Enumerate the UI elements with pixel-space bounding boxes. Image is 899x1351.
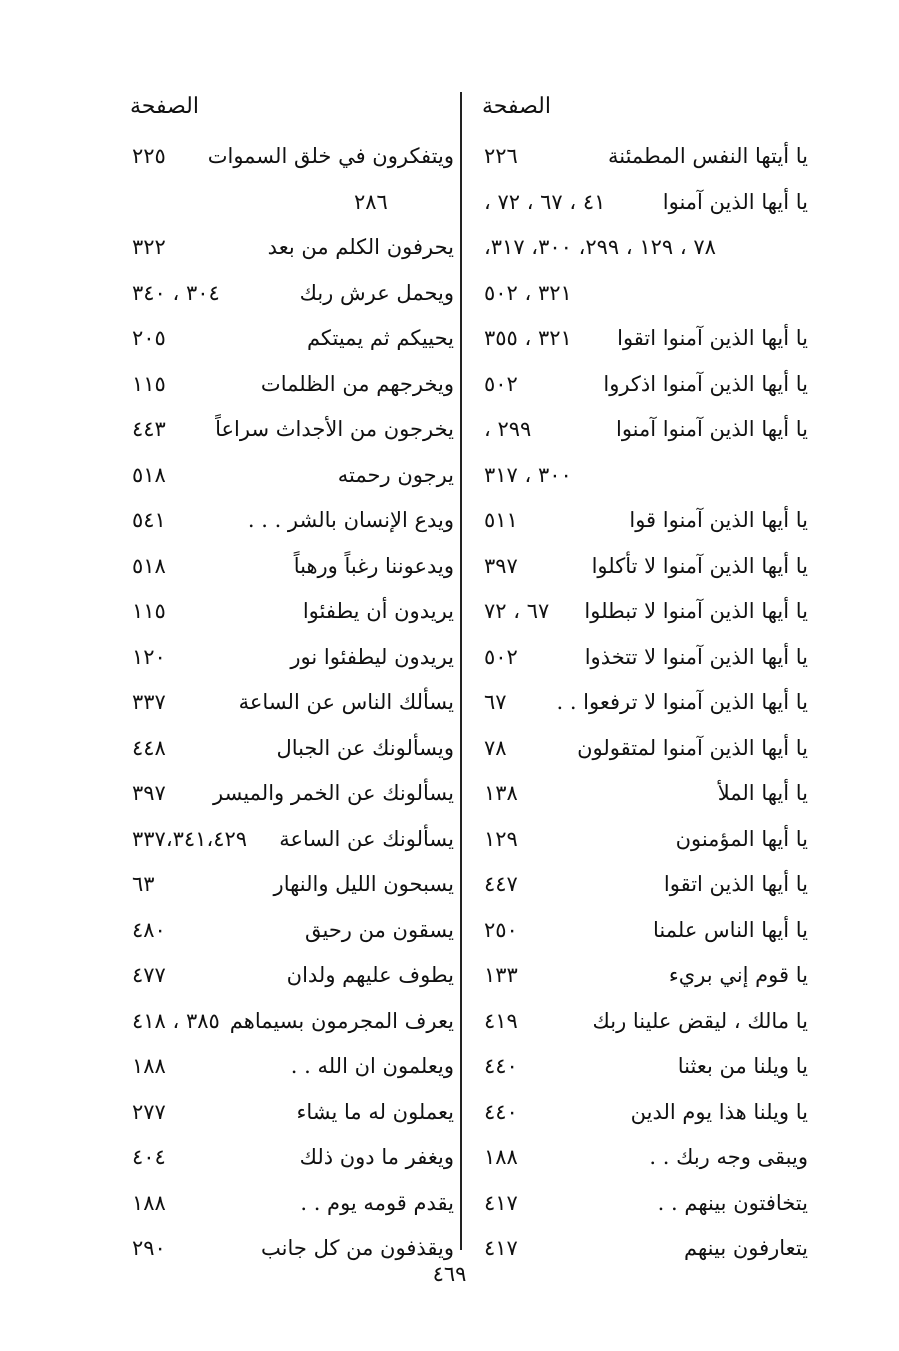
entry-page: ٣٠٤ ، ٣٤٠ — [132, 280, 220, 305]
entry-page: ٢٥٠ — [484, 917, 518, 942]
index-entry — [124, 635, 454, 681]
entry-text: يا أيها الذين آمنوا قوا — [629, 508, 808, 532]
entry-text: يا أيها الذين آمنوا اذكروا — [603, 371, 808, 396]
entry-text: يخرجون من الأجداث سراعاً — [215, 417, 454, 441]
index-entry — [124, 771, 454, 817]
entry-text: يا أيها الذين آمنوا اتقوا — [617, 326, 808, 350]
index-entry — [124, 680, 454, 726]
entry-page: ٣٩٧ — [484, 553, 518, 578]
entry-text: ويتفكرون في خلق السموات — [207, 144, 454, 168]
entry-text: يا أيها الذين آمنوا آمنوا — [616, 417, 808, 441]
entry-page: ٥١٨ — [132, 553, 166, 578]
index-entry — [478, 589, 808, 635]
entry-text: يا أيها المؤمنون — [675, 826, 808, 851]
index-entry — [124, 453, 454, 499]
entry-page: ٣٢٢ — [132, 235, 166, 259]
entry-page: ١٨٨ — [484, 1145, 518, 1169]
entry-text: يا أيها الذين اتقوا — [663, 872, 808, 896]
entry-page: ٤٠٤ — [132, 1145, 166, 1169]
entry-page: ٢٧٧ — [132, 1099, 166, 1124]
entry-page: ٦٧ ، ٧٢ — [484, 599, 550, 623]
index-entry — [124, 407, 454, 453]
entry-text: ويخرجهم من الظلمات — [260, 371, 454, 396]
entry-page: ١١٥ — [132, 371, 166, 396]
entry-page: ٦٣ — [132, 872, 155, 896]
index-entry — [124, 1044, 454, 1090]
entry-page: ٧٨ ، ١٢٩ ، ٢٩٩، ٣٠٠، ٣١٧، — [484, 235, 716, 259]
entry-page: ٣٢١ ، ٥٠٢ — [484, 280, 572, 305]
index-entry — [478, 1181, 808, 1227]
index-entry — [478, 407, 808, 453]
entry-page: ٣٨٥ ، ٤١٨ — [132, 1008, 220, 1033]
entry-text: يا أيتها النفس المطمئنة — [607, 144, 808, 168]
index-entry — [124, 271, 454, 317]
entry-text: يسألك الناس عن الساعة — [238, 690, 454, 714]
index-entry — [478, 134, 808, 180]
entry-text: يحييكم ثم يميتكم — [306, 326, 454, 350]
right-column-header: الصفحة — [481, 94, 551, 119]
entry-page: ١١٥ — [132, 599, 166, 623]
entry-text: يسبحون الليل والنهار — [273, 872, 454, 896]
entry-text: يعرف المجرمون بسيماهم — [229, 1008, 454, 1033]
entry-page: ١٨٨ — [132, 1190, 166, 1215]
entry-page: ٣٢١ ، ٣٥٥ — [484, 326, 572, 350]
entry-page: ٥٤١ — [132, 508, 166, 532]
index-entry — [478, 635, 808, 681]
entry-text: يا أيها الذين آمنوا لا تأكلوا — [591, 553, 808, 578]
index-entry — [124, 134, 454, 180]
column-divider — [460, 92, 462, 1250]
index-entry — [478, 908, 808, 954]
entry-text: يا ويلنا من بعثنا — [677, 1054, 808, 1078]
entry-page: ٥٠٢ — [484, 644, 518, 669]
index-entry — [478, 771, 808, 817]
index-entry-continuation — [478, 271, 808, 317]
entry-page: ٤٤٣ — [132, 417, 166, 441]
entry-text: ويدع الإنسان بالشر . . . — [247, 508, 454, 532]
index-entry — [478, 862, 808, 908]
entry-page: ٤٨٠ — [132, 917, 166, 942]
index-entry — [124, 817, 454, 863]
index-entry-continuation — [478, 225, 808, 271]
entry-page: ٧٨ — [484, 735, 507, 760]
entry-text: يا أيها الناس علمنا — [653, 917, 808, 942]
entry-page: ٤١ ، ٦٧ ، ٧٢ ، — [484, 189, 606, 214]
entry-text: يعملون له ما يشاء — [296, 1099, 454, 1124]
index-entry — [124, 999, 454, 1045]
entry-text: يسألونك عن الساعة — [279, 826, 454, 851]
entry-text: يا أيها الذين آمنوا لا تبطلوا — [584, 599, 808, 623]
entry-page: ٤١٧ — [484, 1236, 518, 1260]
entry-page: ١٣٨ — [484, 781, 518, 805]
entry-page: ٢٢٥ — [132, 144, 166, 168]
entry-text: ويسألونك عن الجبال — [276, 735, 454, 760]
entry-page: ١٣٣ — [484, 963, 518, 987]
entry-text: يتعارفون بينهم — [683, 1236, 808, 1260]
index-entry — [124, 362, 454, 408]
index-entry — [478, 953, 808, 999]
entry-page: ٢٠٥ — [132, 326, 166, 350]
entry-page: ٣٣٧ — [132, 690, 166, 714]
entry-text: يريدون أن يطفئوا — [302, 599, 454, 623]
index-entry — [478, 999, 808, 1045]
entry-page: ٥١٨ — [132, 462, 166, 487]
index-entry — [124, 316, 454, 362]
index-entry — [478, 316, 808, 362]
entry-page: ١٨٨ — [132, 1054, 166, 1078]
entry-text: يتخافتون بينهم . . — [657, 1190, 808, 1215]
entry-text: يطوف عليهم ولدان — [286, 963, 454, 987]
entry-text: ويدعوننا رغباً ورهباً — [293, 553, 454, 578]
entry-text: يا قوم إني بريء — [668, 963, 808, 987]
entry-text: يسألونك عن الخمر والميسر — [213, 781, 454, 805]
entry-page: ٤٤٧ — [484, 872, 518, 896]
index-entry — [478, 680, 808, 726]
entry-page: ٣٣٧،٣٤١،٤٢٩ — [132, 826, 248, 851]
page-number: ٤٦٩ — [432, 1262, 467, 1286]
index-entry — [124, 862, 454, 908]
entry-page: ١٢٠ — [132, 644, 166, 669]
left-column-header: الصفحة — [129, 94, 199, 119]
entry-page: ٢٩٩ ، — [484, 417, 532, 441]
entry-text: يقدم قومه يوم . . — [300, 1190, 454, 1215]
entry-text: يا أيها الذين آمنوا — [662, 189, 808, 214]
index-entry — [478, 817, 808, 863]
entry-page: ٢٢٦ — [484, 144, 518, 168]
index-entry — [124, 544, 454, 590]
index-entry — [478, 498, 808, 544]
index-entry — [124, 1090, 454, 1136]
entry-text: يا مالك ، ليقض علينا ربك — [592, 1008, 808, 1033]
right-index-column — [478, 134, 808, 1272]
entry-page: ٦٧ — [484, 690, 507, 714]
entry-page: ٤٤٨ — [132, 735, 166, 760]
entry-text: يا أيها الذين آمنوا لا تتخذوا — [584, 644, 808, 669]
entry-text: ويبقى وجه ربك . . — [649, 1145, 808, 1169]
index-entry — [124, 1181, 454, 1227]
entry-text: يرجون رحمته — [337, 462, 454, 487]
entry-text: يا أيها الذين آمنوا لمتقولون — [577, 735, 808, 760]
index-entry — [478, 1135, 808, 1181]
index-entry — [124, 589, 454, 635]
entry-page: ٢٩٠ — [132, 1236, 166, 1260]
index-entry — [478, 726, 808, 772]
index-entry — [478, 180, 808, 226]
index-entry — [124, 498, 454, 544]
entry-page: ٥١١ — [484, 508, 518, 532]
entry-page: ٤١٩ — [484, 1008, 518, 1033]
entry-text: يسقون من رحيق — [304, 917, 454, 942]
entry-page: ٣٠٠ ، ٣١٧ — [484, 462, 572, 487]
left-index-column — [124, 134, 454, 1272]
index-entry — [478, 1044, 808, 1090]
entry-text: يا أيها الملأ — [717, 781, 808, 805]
entry-page: ٤١٧ — [484, 1190, 518, 1215]
entry-page: ٤٤٠ — [484, 1054, 518, 1078]
index-entry-continuation — [124, 180, 454, 226]
index-entry-continuation — [478, 453, 808, 499]
entry-page: ٤٤٠ — [484, 1099, 518, 1124]
entry-page: ١٢٩ — [484, 826, 518, 851]
entry-text: ويقذفون من كل جانب — [261, 1236, 454, 1260]
index-entry — [124, 1135, 454, 1181]
index-entry — [124, 908, 454, 954]
entry-page: ٢٨٦ — [354, 189, 388, 214]
entry-page: ٥٠٢ — [484, 371, 518, 396]
entry-page: ٣٩٧ — [132, 781, 166, 805]
entry-text: يحرفون الكلم من بعد — [267, 235, 454, 259]
entry-text: ويحمل عرش ربك — [299, 280, 454, 305]
index-entry — [478, 1090, 808, 1136]
entry-text: يا ويلنا هذا يوم الدين — [630, 1099, 808, 1124]
index-entry — [478, 544, 808, 590]
index-entry — [124, 225, 454, 271]
index-entry — [478, 362, 808, 408]
index-entry — [124, 726, 454, 772]
entry-page: ٤٧٧ — [132, 963, 166, 987]
entry-text: ويعلمون ان الله . . — [290, 1054, 454, 1078]
index-entry — [124, 953, 454, 999]
entry-text: يريدون ليطفئوا نور — [290, 644, 454, 669]
entry-text: يا أيها الذين آمنوا لا ترفعوا . . — [556, 690, 808, 714]
entry-text: ويغفر ما دون ذلك — [299, 1145, 454, 1169]
